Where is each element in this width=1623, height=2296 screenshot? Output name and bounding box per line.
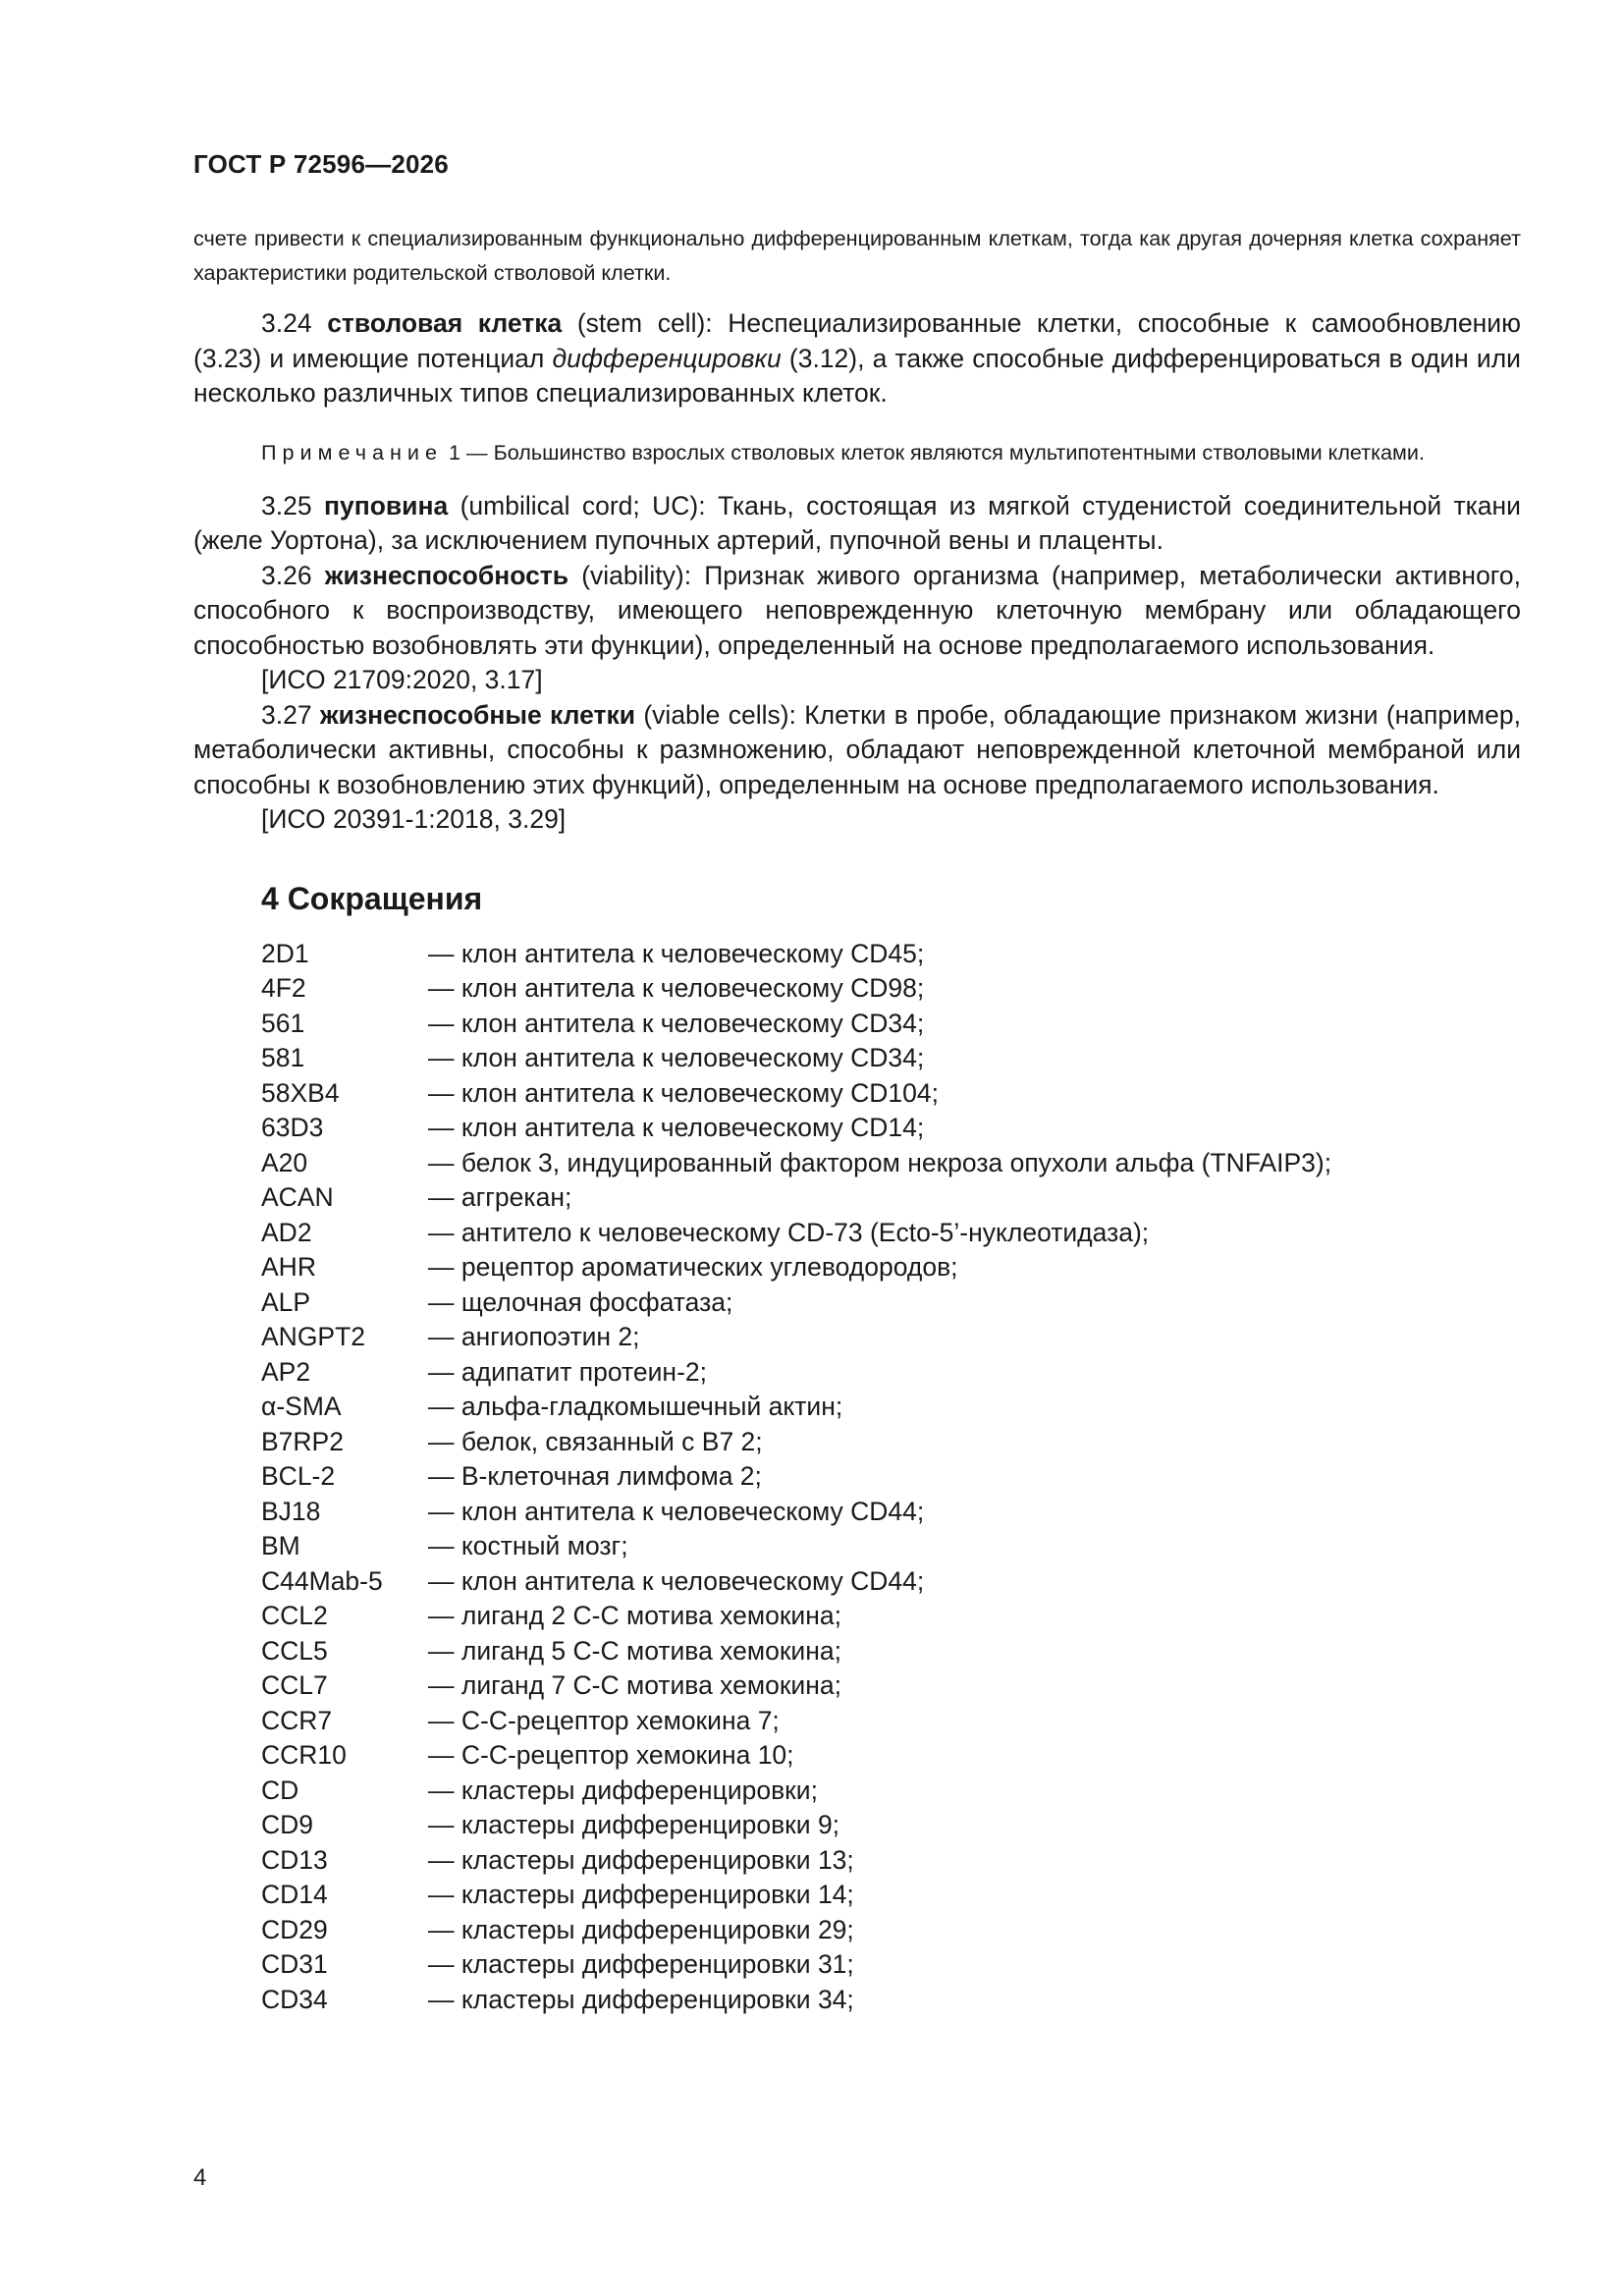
abbreviation-definition: — С-С-рецептор хемокина 10; <box>428 1740 794 1770</box>
abbreviation-definition: — клон антитела к человеческому CD98; <box>428 973 925 1003</box>
abbreviation-definition: — белок, связанный с B7 2; <box>428 1426 763 1456</box>
document-id-header: ГОСТ Р 72596—2026 <box>193 149 449 179</box>
abbreviation-row <box>261 1390 1521 1425</box>
abbreviation-definition: — B-клеточная лимфома 2; <box>428 1461 762 1491</box>
term-3-26-source: [ИСО 21709:2020, 3.17] <box>261 665 543 694</box>
abbreviation-term: CD13 <box>261 1844 328 1875</box>
abbreviation-row <box>261 1564 1521 1600</box>
abbreviation-row <box>261 1216 1521 1251</box>
abbreviation-definition: — кластеры дифференцировки; <box>428 1775 818 1805</box>
term-number: 3.26 <box>261 560 312 590</box>
abbreviation-term: BM <box>261 1531 300 1560</box>
abbreviation-row <box>261 1634 1521 1669</box>
abbreviation-term: 561 <box>261 1008 305 1038</box>
term-reference-italic: дифференцировки <box>552 343 782 373</box>
term-number: 3.27 <box>261 699 312 730</box>
abbreviation-term: CD29 <box>261 1914 328 1944</box>
abbreviation-row <box>261 1111 1521 1146</box>
abbreviation-definition: — лиганд 7 С-С мотива хемокина; <box>428 1670 841 1700</box>
abbreviation-term: AHR <box>261 1252 316 1282</box>
abbreviation-row <box>261 1459 1521 1495</box>
abbreviation-term: 2D1 <box>261 938 309 968</box>
term-name: стволовая клетка <box>327 308 563 338</box>
abbreviation-term: A20 <box>261 1147 308 1177</box>
term-text: (viable cells): Клетки в пробе, обладающие признаком жизни (например, метаболически активны, способны к размножению, обладают неповрежденной клеточной мембраной или способны к возобновлению этих функций), определенным на основе предполагаемого использования. <box>193 699 1521 799</box>
term-name: пуповина <box>323 490 449 520</box>
abbreviation-term: CCR10 <box>261 1740 347 1770</box>
abbreviation-term: α-SMA <box>261 1392 342 1421</box>
abbreviation-term: 58XB4 <box>261 1077 340 1108</box>
abbreviation-term: B7RP2 <box>261 1426 344 1456</box>
abbreviation-term: ANGPT2 <box>261 1322 366 1351</box>
term-text: (stem cell): Неспециализированные клетки, способные к самообновлению (3.23) и имеющие потенциал <box>193 308 1521 373</box>
abbreviation-term: AD2 <box>261 1217 312 1247</box>
abbreviation-term: 581 <box>261 1043 305 1072</box>
term-number: 3.25 <box>261 490 312 520</box>
abbreviation-row <box>261 1425 1521 1460</box>
abbreviation-row <box>261 1495 1521 1530</box>
page-number: 4 <box>193 2164 207 2191</box>
abbreviation-row <box>261 971 1521 1007</box>
abbreviation-row <box>261 1843 1521 1879</box>
abbreviation-term: 63D3 <box>261 1113 324 1142</box>
note-text: 1 — Большинство взрослых стволовых клеток являются мультипотентными стволовыми клетками. <box>443 439 1425 465</box>
note-3-24 <box>193 435 1521 469</box>
abbreviation-term: ALP <box>261 1286 311 1317</box>
abbreviation-definition: — клон антитела к человеческому CD45; <box>428 938 925 968</box>
abbreviation-term: C44Mab-5 <box>261 1565 383 1596</box>
abbreviation-term: CCR7 <box>261 1705 333 1735</box>
abbreviation-definition: — клон антитела к человеческому CD44; <box>428 1565 925 1596</box>
abbreviation-term: CD34 <box>261 1984 328 2014</box>
term-number: 3.24 <box>261 308 312 338</box>
abbreviations-list <box>261 937 1521 2018</box>
abbreviation-definition: — щелочная фосфатаза; <box>428 1286 733 1317</box>
abbreviation-term: CCL5 <box>261 1635 328 1666</box>
term-text: (umbilical cord; UC): Ткань, состоящая из мягкой студенистой соединительной ткани (желе Уортона), за исключением пупочных артерий, пупочной вены и плаценты. <box>193 490 1521 555</box>
continuation-paragraph: счете привести к специализированным функционально дифференцированным клеткам, тогда как другая дочерняя клетка сохраняет характеристики родительской стволовой клетки. <box>193 226 1521 285</box>
abbreviation-definition: — С-С-рецептор хемокина 7; <box>428 1705 780 1735</box>
abbreviation-row <box>261 1774 1521 1809</box>
abbreviation-definition: — адипатит протеин-2; <box>428 1356 707 1387</box>
abbreviation-row <box>261 1180 1521 1216</box>
abbreviation-term: BCL-2 <box>261 1461 336 1491</box>
abbreviation-definition: — рецептор ароматических углеводородов; <box>428 1252 958 1282</box>
section-4-title: 4 Сокращения <box>261 880 483 916</box>
abbreviation-row <box>261 1355 1521 1391</box>
abbreviation-row <box>261 1250 1521 1285</box>
abbreviation-term: CD31 <box>261 1949 328 1979</box>
abbreviation-term: CD <box>261 1775 299 1805</box>
abbreviation-definition: — клон антитела к человеческому CD104; <box>428 1077 939 1108</box>
abbreviation-definition: — кластеры дифференцировки 9; <box>428 1810 840 1839</box>
abbreviation-row <box>261 1529 1521 1564</box>
term-3-24 <box>193 306 1521 411</box>
abbreviation-row <box>261 1076 1521 1112</box>
abbreviation-definition: — кластеры дифференцировки 29; <box>428 1914 854 1944</box>
abbreviation-term: BJ18 <box>261 1496 321 1526</box>
abbreviation-row <box>261 1878 1521 1913</box>
term-text: (3.12), а также способные дифференцироваться в один или несколько различных типов специализированных клеток. <box>193 343 1521 408</box>
note-label: Примечание <box>261 439 443 465</box>
abbreviation-term: CCL2 <box>261 1601 328 1630</box>
abbreviation-row <box>261 1668 1521 1704</box>
abbreviation-term: CCL7 <box>261 1670 328 1700</box>
page-body <box>193 221 1521 2017</box>
abbreviation-row <box>261 1285 1521 1321</box>
abbreviation-row <box>261 1599 1521 1634</box>
abbreviation-row <box>261 1947 1521 1983</box>
abbreviation-definition: — кластеры дифференцировки 31; <box>428 1949 854 1979</box>
abbreviation-definition: — кластеры дифференцировки 34; <box>428 1984 854 2014</box>
abbreviation-definition: — клон антитела к человеческому CD34; <box>428 1043 925 1072</box>
abbreviation-definition: — клон антитела к человеческому CD14; <box>428 1113 925 1142</box>
term-name: жизнеспособность <box>324 560 569 590</box>
abbreviation-definition: — ангиопоэтин 2; <box>428 1322 640 1351</box>
abbreviation-row <box>261 1041 1521 1076</box>
abbreviation-row <box>261 1704 1521 1739</box>
abbreviation-definition: — лиганд 2 С-С мотива хемокина; <box>428 1601 841 1630</box>
abbreviation-definition: — кластеры дифференцировки 13; <box>428 1844 854 1875</box>
abbreviation-definition: — белок 3, индуцированный фактором некроза опухоли альфа (TNFAIP3); <box>428 1147 1332 1177</box>
term-text: (viability): Признак живого организма (например, метаболически активного, способного к воспроизводству, имеющего неповрежденную клеточную мембрану или обладающего способностью возобновлять эти функции), определенный на основе предполагаемого использования. <box>193 560 1521 660</box>
abbreviation-row <box>261 1808 1521 1843</box>
abbreviation-definition: — клон антитела к человеческому CD44; <box>428 1496 925 1526</box>
term-name: жизнеспособные клетки <box>319 699 636 730</box>
abbreviation-row <box>261 1983 1521 2018</box>
term-3-26 <box>193 559 1521 664</box>
abbreviation-definition: — кластеры дифференцировки 14; <box>428 1880 854 1909</box>
abbreviation-term: AP2 <box>261 1356 311 1387</box>
abbreviation-term: ACAN <box>261 1182 334 1212</box>
term-3-27 <box>193 698 1521 803</box>
abbreviation-row <box>261 1738 1521 1774</box>
abbreviation-term: CD14 <box>261 1880 328 1909</box>
abbreviation-row <box>261 1320 1521 1355</box>
abbreviation-definition: — альфа-гладкомышечный актин; <box>428 1392 843 1421</box>
term-3-27-source: [ИСО 20391-1:2018, 3.29] <box>261 804 567 834</box>
abbreviation-definition: — антитело к человеческому CD-73 (Ecto-5’-нуклеотидаза); <box>428 1217 1150 1247</box>
abbreviation-definition: — лиганд 5 С-С мотива хемокина; <box>428 1635 841 1666</box>
abbreviation-row <box>261 1007 1521 1042</box>
abbreviation-row <box>261 1913 1521 1948</box>
abbreviation-definition: — аггрекан; <box>428 1182 572 1212</box>
term-3-25 <box>193 489 1521 559</box>
abbreviation-definition: — костный мозг; <box>428 1531 628 1560</box>
abbreviation-row <box>261 937 1521 972</box>
abbreviation-term: 4F2 <box>261 973 306 1003</box>
abbreviation-row <box>261 1146 1521 1181</box>
abbreviation-definition: — клон антитела к человеческому CD34; <box>428 1008 925 1038</box>
abbreviation-term: CD9 <box>261 1810 314 1839</box>
